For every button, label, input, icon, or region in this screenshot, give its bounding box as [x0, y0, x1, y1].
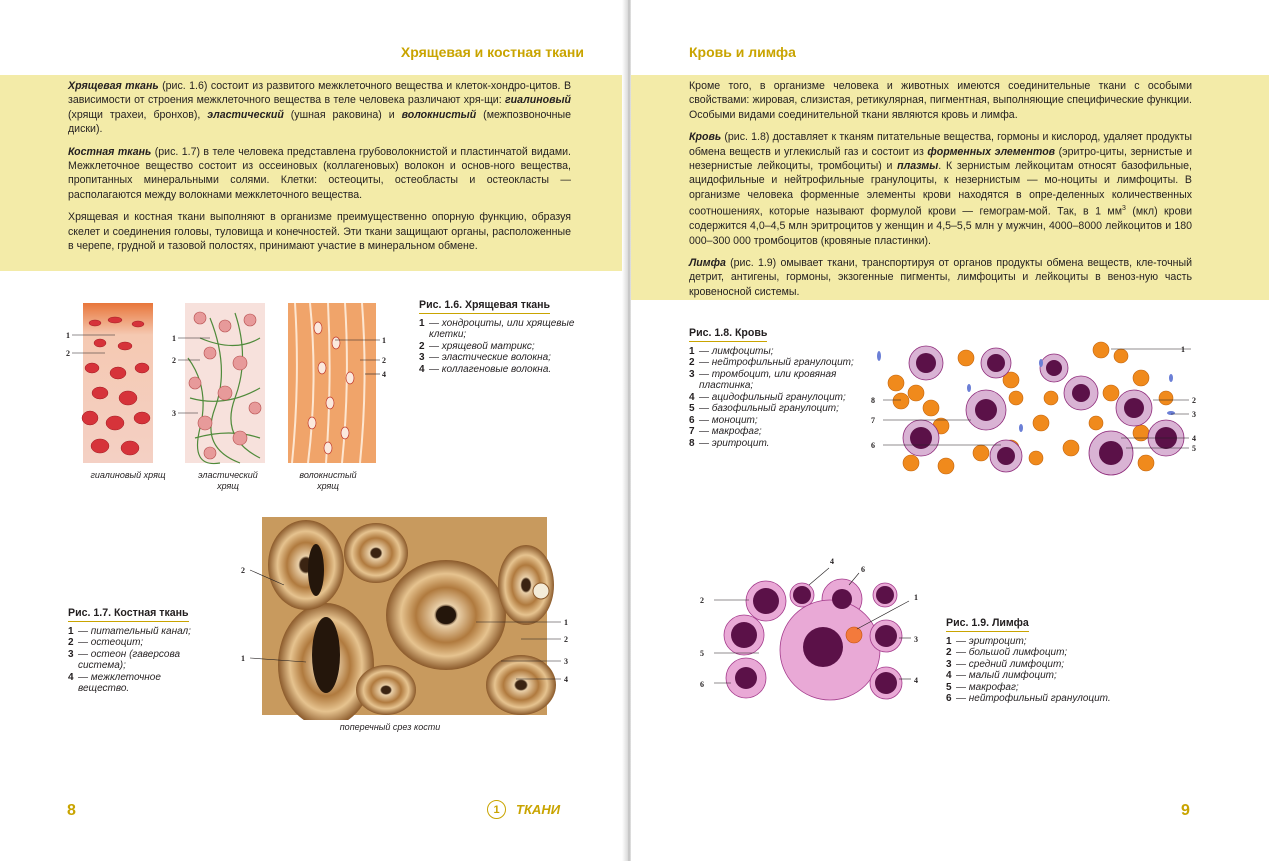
fig18-label-2: 2 [1192, 396, 1196, 405]
fig17-legend [68, 626, 198, 695]
fig18-label-3: 3 [1192, 410, 1196, 419]
fig19-label-2: 2 [700, 596, 704, 605]
subtitle-fibrous: волокнистый хрящ [299, 470, 357, 491]
section-number: 1 [487, 800, 506, 819]
subtitle-hyaline: гиалиновый хрящ [90, 470, 166, 480]
legend-text: — большой лимфоцит; [956, 647, 1068, 658]
fig18-label-7: 7 [871, 416, 875, 425]
text-run: (рис. 1.9) омывает ткани, транспортируя от органов продукты обмена веществ, кле-точный детрит, антигены, гормоны, экзогенные пигменты, лимфоциты и лейкоциты в веноз-ную часть кровеносной системы. [689, 257, 1192, 298]
legend-number: 4 [946, 670, 952, 681]
legend-text: — остеон (гаверсова система); [78, 648, 181, 671]
fig18-label-4: 4 [1192, 434, 1196, 443]
legend-text: — нейтрофильный гранулоцит; [699, 357, 854, 368]
text-run: (рис. 1.6) состоит из развитого межклеточного вещества и клеток-хондро-цитов. В зависимости от строения межклеточного вещества в теле человека различают хря-щи: [68, 80, 572, 107]
legend-item [68, 672, 198, 695]
legend-number: 6 [689, 414, 695, 426]
legend-text: — лимфоциты; [699, 345, 774, 357]
legend-number: 4 [419, 363, 425, 375]
legend-number: 1 [946, 635, 952, 647]
legend-text: — эритроцит; [956, 635, 1027, 647]
fig17-label-1a: 1 [241, 654, 245, 663]
fig18-legend [689, 346, 859, 450]
fig16-title: Рис. 1.6. Хрящевая ткань [419, 300, 550, 314]
text-run: волокнистый [401, 108, 477, 121]
fig16-label-3: 3 [172, 409, 176, 418]
fig16-label-4: 4 [382, 370, 386, 379]
legend-text: — тромбоцит, или кровяная пластинка; [699, 368, 837, 391]
text-run: . К зернистым лейкоцитам относят базофильные, ацидофильные и нейтрофильные гранулоциты, к незернистым — мо-ноциты и лимфоциты. В организме человека форменные элементы крови находятся в опре-деленных количественных соотношениях, которые называют формулой крови — гемограм-мой. Так, в 1 мм [689, 160, 1192, 218]
legend-text: — межклеточное вещество. [78, 671, 161, 694]
fig18-label-8: 8 [871, 396, 875, 405]
text-run: форменных элементов [927, 145, 1056, 158]
legend-number: 3 [68, 648, 74, 660]
fig19-label-6b: 6 [861, 565, 865, 574]
fig19-label-5: 5 [700, 649, 704, 658]
legend-text: — хрящевой матрикс; [429, 340, 535, 352]
fig16-label-1b: 1 [172, 334, 176, 343]
legend-number: 1 [68, 625, 74, 637]
text-run: (ушная раковина) и [283, 108, 402, 121]
legend-text: — хондроциты, или хрящевые клетки; [429, 317, 575, 340]
legend-text: — макрофаг; [956, 681, 1019, 693]
fig16-legend [419, 318, 579, 376]
fig16-caption [419, 300, 579, 375]
subtitle-elastic: эластический хрящ [198, 470, 258, 491]
fig19-label-4b: 4 [914, 676, 918, 685]
right-page [631, 0, 1269, 861]
running-head-right: Кровь и лимфа [689, 44, 796, 60]
legend-text: — остеоцит; [78, 637, 144, 648]
fig16-label-2: 2 [66, 349, 70, 358]
legend-number: 1 [419, 317, 425, 329]
legend-number: 1 [689, 345, 695, 357]
legend-text: — средний лимфоцит; [956, 658, 1065, 670]
paragraph [68, 145, 571, 203]
text-run: эластический [207, 108, 284, 121]
fig17-title: Рис. 1.7. Костная ткань [68, 608, 189, 622]
fig19-label-1: 1 [914, 593, 918, 602]
text-run: Кроме того, в организме человека и животных имеются соединительные ткани с особыми свойствами: жировая, слизистая, ретикулярная, пигментная, выполняющие специфические функции. Особыми видами соединительной ткани являются кровь и лимфа. [689, 80, 1192, 121]
fig16-label-2c: 2 [382, 356, 386, 365]
legend-text: — базофильный гранулоцит; [699, 403, 839, 414]
legend-number: 5 [946, 681, 952, 693]
legend-item [419, 364, 579, 376]
section-footer [487, 800, 560, 819]
page-number-right: 9 [1181, 802, 1190, 819]
fig19-label-3: 3 [914, 635, 918, 644]
text-run: 3 [1121, 205, 1126, 213]
legend-text: — эритроцит. [699, 437, 770, 449]
legend-number: 8 [689, 437, 695, 449]
fig19-title: Рис. 1.9. Лимфа [946, 618, 1029, 632]
fig19-caption [946, 618, 1146, 705]
legend-item [689, 403, 859, 415]
legend-item [946, 670, 1146, 682]
legend-text: — моноцит; [699, 414, 758, 426]
text-run: Костная ткань [68, 145, 152, 158]
legend-item [689, 357, 859, 369]
text-run: (рис. 1.7) в теле человека представлена грубоволокнистой и пластинчатой видами. Межклеточное вещество состоит из оссеиновых (коллагеновых) волокон и основ-ного вещества, пропитанных минеральными солями. Клетки: остеоциты, остеобласты и остеокласты — располагаются между волокнами межклеточного вещества. [68, 145, 571, 201]
legend-number: 4 [68, 671, 74, 683]
fig18-label-6: 6 [871, 441, 875, 450]
legend-item [68, 649, 198, 672]
left-page [0, 0, 628, 861]
lymph-labels [691, 550, 931, 730]
legend-item [689, 369, 859, 392]
fig18-title: Рис. 1.8. Кровь [689, 328, 767, 342]
legend-item [946, 647, 1146, 659]
legend-item [689, 392, 859, 404]
legend-text: — эластические волокна; [429, 352, 551, 363]
fig17-label-4: 4 [564, 675, 568, 684]
subtitle-bone: поперечный срез кости [339, 722, 441, 732]
text-run: Хрящевая ткань [68, 80, 159, 92]
legend-number: 2 [946, 647, 952, 658]
text-run: плазмы [897, 160, 939, 173]
legend-text: — ацидофильный гранулоцит; [699, 391, 846, 403]
legend-item [419, 341, 579, 353]
paragraph [689, 130, 1192, 248]
legend-item [68, 637, 198, 649]
legend-text: — нейтрофильный гранулоцит. [956, 693, 1111, 704]
legend-item [689, 415, 859, 427]
legend-item [946, 682, 1146, 694]
legend-number: 7 [689, 426, 695, 437]
fig18-label-1: 1 [1181, 345, 1185, 354]
legend-text: — коллагеновые волокна. [429, 363, 552, 375]
legend-item [419, 318, 579, 341]
text-run: (рис. 1.8) доставляет к тканям питательные вещества, гормоны и кислород, удаляет продукты обмена веществ и углекислый газ и состоит из [689, 131, 1192, 158]
fig17-label-3: 3 [564, 657, 568, 666]
legend-item [68, 626, 198, 638]
text-run: (мкл) крови содержится 4,0–4,5 млн эритроцитов у женщин и 4,5–5,5 млн у мужчин, 4000–8000 лейкоцитов и 180 000–300 000 тромбоцитов (кровяные пластинки). [689, 205, 1193, 247]
legend-item [689, 346, 859, 358]
legend-number: 4 [689, 391, 695, 403]
legend-item [689, 426, 859, 438]
text-run: (межпозвоночные диски). [68, 108, 571, 136]
legend-number: 3 [946, 658, 952, 670]
paragraph [689, 256, 1192, 299]
legend-number: 3 [689, 368, 695, 380]
legend-item [689, 438, 859, 450]
legend-item [419, 352, 579, 364]
fig18-label-5: 5 [1192, 444, 1196, 453]
text-run: Кровь [689, 131, 722, 144]
fig17-label-1: 1 [564, 618, 568, 627]
legend-number: 5 [689, 403, 695, 414]
bone-illustration [236, 515, 576, 720]
blood-labels [871, 338, 1211, 483]
fig19-label-6: 6 [700, 680, 704, 689]
cartilage-illustration [60, 298, 390, 468]
section-name: ТКАНИ [516, 802, 561, 817]
fig19-label-4: 4 [830, 557, 834, 566]
paragraph [68, 79, 571, 137]
fig18-caption [689, 328, 859, 449]
text-run: гиалиновый [505, 94, 571, 107]
text-run: Хрящевая и костная ткани выполняют в организме преимущественно опорную функцию, образуя скелет и соединения головы, туловища и конечностей. Эти ткани защищают органы, расположенные в черепе, грудной и тазовой полостях, принимают участие в минеральном обмене. [68, 211, 571, 253]
paragraph [68, 210, 571, 253]
running-head-left: Хрящевая и костная ткани [400, 44, 584, 60]
fig16-label-2b: 2 [172, 356, 176, 365]
legend-number: 2 [689, 357, 695, 368]
text-run: (эритро-циты, зернистые и незернистые лейкоциты, тромбоциты) и [689, 145, 1192, 173]
left-body-text [68, 79, 571, 261]
legend-number: 6 [946, 693, 952, 704]
legend-number: 3 [419, 352, 425, 363]
page-number-left: 8 [67, 802, 76, 819]
right-body-text [689, 79, 1192, 307]
legend-item [946, 693, 1146, 705]
text-run: (хрящи трахеи, бронхов), [68, 108, 208, 121]
legend-text: — питательный канал; [78, 625, 191, 637]
legend-item [946, 636, 1146, 648]
fig16-label-1: 1 [66, 331, 70, 340]
fig19-legend [946, 636, 1146, 705]
text-run: Лимфа [689, 257, 726, 269]
legend-text: — малый лимфоцит; [956, 670, 1057, 681]
fig17-label-2a: 2 [241, 566, 245, 575]
hyaline-cartilage-panel [83, 303, 153, 463]
legend-text: — макрофаг; [699, 426, 762, 437]
fig17-label-2: 2 [564, 635, 568, 644]
paragraph [689, 79, 1192, 122]
legend-item [946, 659, 1146, 671]
legend-number: 2 [419, 340, 425, 352]
legend-number: 2 [68, 637, 74, 648]
fig16-label-1c: 1 [382, 336, 386, 345]
fig17-caption [68, 608, 198, 695]
